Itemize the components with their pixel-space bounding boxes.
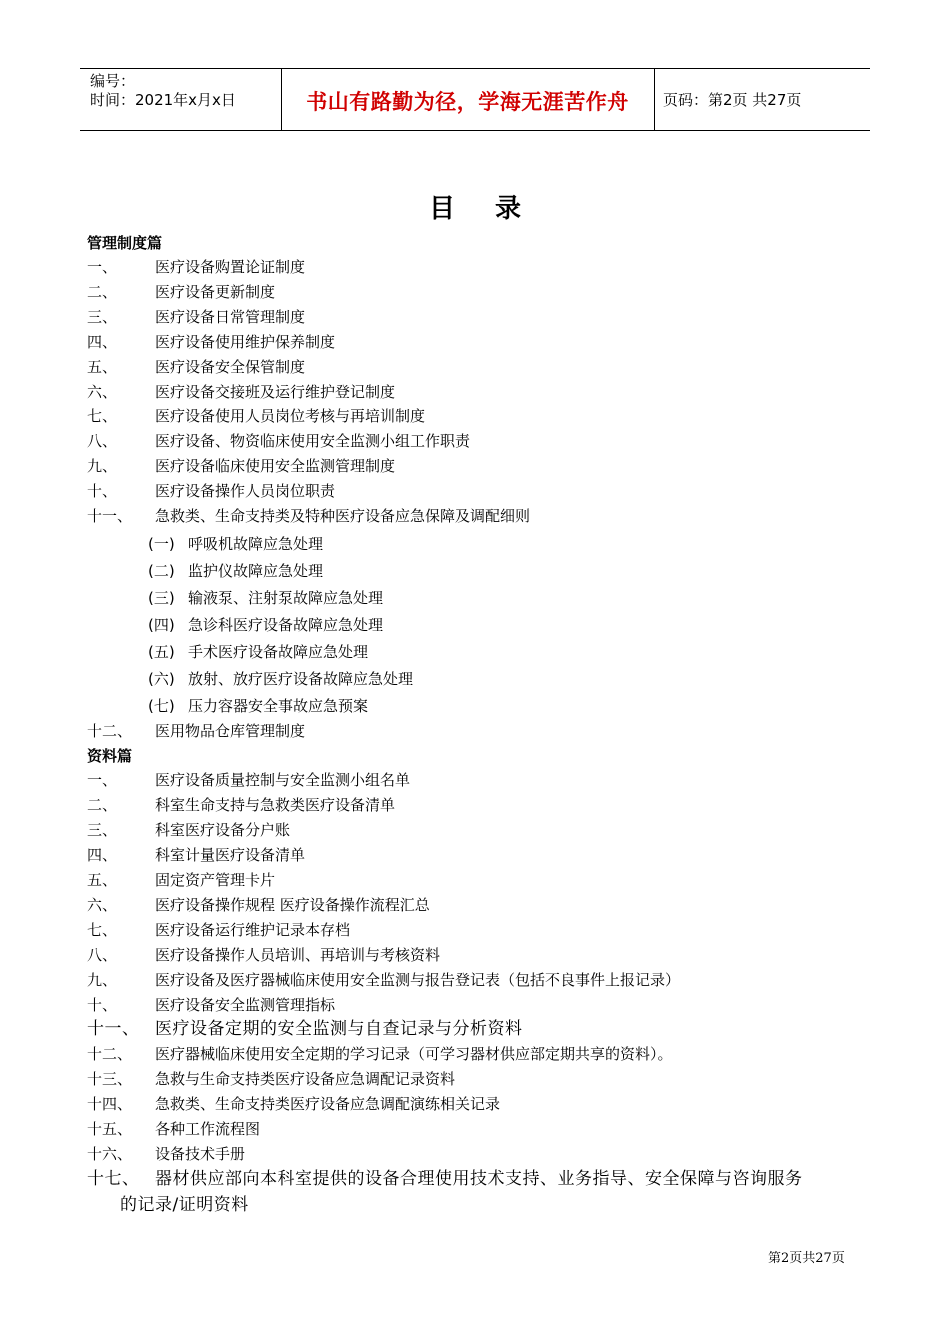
toc-item-text: 医疗设备定期的安全监测与自查记录与分析资料: [155, 1019, 523, 1039]
toc-item-text: 医疗设备更新制度: [155, 282, 276, 301]
toc-item-number: 十四、: [87, 1095, 133, 1113]
section-heading-materials: 资料篇: [87, 747, 133, 765]
toc-item-text: 急救类、生命支持类及特种医疗设备应急保障及调配细则: [155, 507, 531, 525]
toc-item: [87, 382, 395, 402]
toc-item: [87, 795, 395, 815]
toc-item: [87, 820, 290, 840]
header-page-cell: [655, 69, 870, 130]
toc-item-number: 十一、: [87, 1019, 140, 1039]
toc-item: [148, 588, 383, 608]
toc-item-number: 十二、: [87, 722, 133, 740]
toc-item-text: 医疗器械临床使用安全定期的学习记录（可学习器材供应部定期共享的资料）。: [155, 1045, 673, 1063]
toc-item-text: 医疗设备操作规程 医疗设备操作流程汇总: [155, 896, 430, 914]
toc-item-text: 科室医疗设备分户账: [155, 821, 291, 839]
toc-item-number: 八、: [87, 432, 118, 451]
toc-item-text: 压力容器安全事故应急预案: [188, 697, 369, 715]
toc-item-number: 十三、: [87, 1070, 133, 1088]
toc-item: [148, 696, 368, 716]
toc-item: [87, 1044, 673, 1064]
toc-item-number: 十、: [87, 996, 118, 1014]
toc-item: [87, 721, 305, 741]
toc-item: [87, 456, 395, 476]
toc-item-number: (四): [148, 616, 175, 634]
toc-item-text: 固定资产管理卡片: [155, 871, 276, 889]
toc-item: [87, 945, 440, 965]
toc-item-number: 十五、: [87, 1120, 133, 1138]
section-heading-management: 管理制度篇: [87, 234, 163, 252]
toc-item-number: 四、: [87, 846, 118, 864]
toc-item-text: 医疗设备日常管理制度: [155, 307, 306, 326]
toc-item-text: 医疗设备使用人员岗位考核与再培训制度: [155, 407, 426, 426]
toc-item-number: (一): [148, 535, 175, 553]
toc-item: [87, 431, 470, 451]
toc-item: [87, 282, 275, 302]
header-meta-cell: [80, 69, 282, 130]
toc-item: [87, 357, 305, 377]
toc-item: [148, 615, 383, 635]
toc-item-number: 六、: [87, 382, 118, 401]
toc-item-number: 三、: [87, 821, 118, 839]
toc-item-number: (五): [148, 643, 175, 661]
toc-item-text: 医疗设备交接班及运行维护登记制度: [155, 382, 396, 401]
toc-item-text: 急救与生命支持类医疗设备应急调配记录资料: [155, 1070, 456, 1088]
toc-item: [148, 669, 413, 689]
title-char-left: 目: [428, 194, 455, 224]
toc-item: [87, 770, 410, 790]
toc-item-text: 科室生命支持与急救类医疗设备清单: [155, 796, 396, 814]
toc-item-text: 医疗设备运行维护记录本存档: [155, 921, 351, 939]
toc-item-text: 监护仪故障应急处理: [188, 562, 324, 580]
toc-item: [148, 642, 368, 662]
toc-item: [87, 920, 350, 940]
toc-item-text: 各种工作流程图: [155, 1120, 261, 1138]
toc-item: [87, 406, 425, 426]
toc-item: [87, 332, 335, 352]
toc-item-number: 七、: [87, 407, 118, 426]
toc-item-number: 三、: [87, 307, 118, 326]
toc-item: [148, 534, 323, 554]
toc-item-number: 十七、: [87, 1169, 140, 1189]
toc-item-number: (二): [148, 562, 175, 580]
page-title: [0, 188, 950, 225]
toc-item-number: 一、: [87, 771, 118, 789]
toc-item-number: 二、: [87, 796, 118, 814]
toc-item-text: 输液泵、注射泵故障应急处理: [188, 589, 384, 607]
toc-item-number: 八、: [87, 946, 118, 964]
toc-item-number: 十六、: [87, 1145, 133, 1163]
toc-item: [87, 1119, 260, 1139]
toc-item-number: 四、: [87, 332, 118, 351]
toc-item-number: (七): [148, 697, 175, 715]
toc-item-number: 六、: [87, 896, 118, 914]
toc-item-number: 一、: [87, 258, 118, 276]
toc-item: [87, 1069, 455, 1089]
motto: 书山有路勤为径，学海无涯苦作舟: [306, 90, 629, 114]
toc-item: [87, 995, 335, 1015]
toc-item-number: 九、: [87, 457, 118, 476]
document-header: [80, 68, 870, 131]
code-label: 编号：: [90, 72, 136, 90]
toc-item-number: 九、: [87, 971, 118, 989]
toc-item: [87, 257, 305, 277]
toc-item-text: 医疗设备安全监测管理指标: [155, 996, 336, 1014]
toc-item-text: 放射、放疗医疗设备故障应急处理: [188, 670, 414, 688]
toc-item-text: 手术医疗设备故障应急处理: [188, 643, 369, 661]
page-footer: 第2页共27页: [768, 1251, 845, 1266]
toc-item: [87, 1094, 500, 1114]
toc-item-number: 十二、: [87, 1045, 133, 1063]
toc-item: [87, 506, 530, 526]
toc-item-number: (六): [148, 670, 175, 688]
toc-item: [87, 1144, 245, 1164]
toc-item: [148, 561, 323, 581]
toc-item-number: 十一、: [87, 507, 133, 525]
toc-item-number: (三): [148, 589, 175, 607]
toc-item: [87, 1019, 523, 1039]
toc-item-text: 设备技术手册: [155, 1145, 246, 1163]
toc-item-number: 十、: [87, 482, 118, 501]
time-label: 时间：2021年x月x日: [90, 91, 236, 109]
page-code: 页码：第2页 共27页: [663, 91, 802, 109]
toc-item-number: 五、: [87, 871, 118, 889]
toc-item-text: 医疗设备临床使用安全监测管理制度: [155, 457, 396, 476]
toc-item-text: 医疗设备购置论证制度: [155, 258, 306, 276]
toc-item-text: 急救类、生命支持类医疗设备应急调配演练相关记录: [155, 1095, 501, 1113]
toc-item-text: 器材供应部向本科室提供的设备合理使用技术支持、业务指导、安全保障与咨询服务: [155, 1169, 803, 1189]
toc-item: [87, 307, 305, 327]
toc-item-text: 医疗设备及医疗器械临床使用安全监测与报告登记表（包括不良事件上报记录）: [155, 971, 681, 989]
toc-item-number: 二、: [87, 282, 118, 301]
toc-item-continuation: 的记录/证明资料: [120, 1195, 249, 1215]
toc-item: [87, 1169, 803, 1189]
header-motto-cell: [281, 69, 655, 130]
toc-item-text: 医用物品仓库管理制度: [155, 722, 306, 740]
toc-item-text: 医疗设备使用维护保养制度: [155, 332, 336, 351]
toc-item-number: 五、: [87, 357, 118, 376]
toc-item: [87, 895, 430, 915]
toc-item-text: 医疗设备操作人员岗位职责: [155, 482, 336, 501]
toc-item-text: 急诊科医疗设备故障应急处理: [188, 616, 384, 634]
toc-item-text: 医疗设备安全保管制度: [155, 357, 306, 376]
toc-item-text: 医疗设备质量控制与安全监测小组名单: [155, 771, 411, 789]
toc-item-text: 医疗设备、物资临床使用安全监测小组工作职责: [155, 432, 471, 451]
toc-item-text: 科室计量医疗设备清单: [155, 846, 306, 864]
toc-item: [87, 870, 275, 890]
toc-item: [87, 970, 680, 990]
title-char-right: 录: [495, 194, 522, 224]
toc-item: [87, 481, 335, 501]
toc-item-text: 医疗设备操作人员培训、再培训与考核资料: [155, 946, 441, 964]
toc-item-text: 呼吸机故障应急处理: [188, 535, 324, 553]
toc-item-number: 七、: [87, 921, 118, 939]
toc-item: [87, 845, 305, 865]
